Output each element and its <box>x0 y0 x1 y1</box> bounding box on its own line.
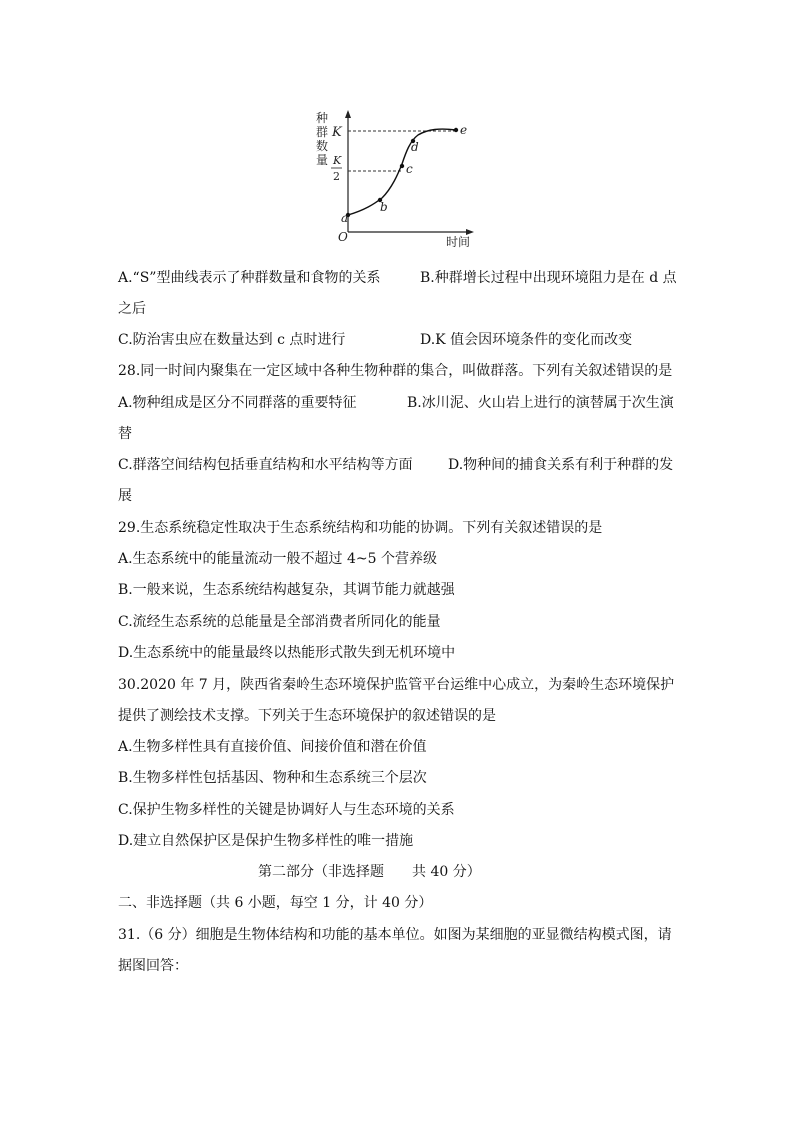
y-axis-label-char: 数 <box>316 139 329 153</box>
s-curve <box>348 129 456 215</box>
y-axis-label-char: 量 <box>316 153 329 167</box>
k-label: K <box>332 125 342 140</box>
q29-option-d: D.生态系统中的能量最终以热能形式散失到无机环境中 <box>118 645 456 661</box>
q30-option-a: A.生物多样性具有直接价值、间接价值和潜在价值 <box>118 739 427 755</box>
q28-option-d: D.物种间的捕食关系有利于种群的发 <box>448 457 674 473</box>
q28-option-b: B.冰川泥、火山岩上进行的演替属于次生演 <box>407 395 674 411</box>
q27-option-d: D.K 值会因环境条件的变化而改变 <box>420 332 633 348</box>
y-axis-arrow <box>345 110 351 118</box>
q28-option-a: A.物种组成是区分不同群落的重要特征 <box>118 395 357 411</box>
q31-stem-line2: 据图回答： <box>118 958 188 974</box>
point-c-label: c <box>406 162 413 176</box>
q28-option-b-continued: 替 <box>118 426 132 442</box>
q27-option-b-continued: 之后 <box>118 301 146 317</box>
q30-stem-line1: 30.2020 年 7 月，陕西省秦岭生态环境保护监管平台运维中心成立，为秦岭生态环境保护 <box>118 677 675 693</box>
s-curve-chart <box>310 108 490 250</box>
half-k-denominator: 2 <box>333 170 340 183</box>
half-k-numerator: K <box>333 154 342 167</box>
q29-option-b: B.一般来说，生态系统结构越复杂，其调节能力就越强 <box>118 582 455 598</box>
q29-option-a: A.生态系统中的能量流动一般不超过 4~5 个营养级 <box>118 551 438 567</box>
q27-option-c: C.防治害虫应在数量达到 c 点时进行 <box>118 332 346 348</box>
q30-option-d: D.建立自然保护区是保护生物多样性的唯一措施 <box>118 833 414 849</box>
q27-option-a: A.“S”型曲线表示了种群数量和食物的关系 <box>118 270 381 286</box>
y-axis-label <box>316 111 332 167</box>
q28-option-c: C.群落空间结构包括垂直结构和水平结构等方面 <box>118 457 413 473</box>
point-e <box>454 128 458 132</box>
point-b-label: b <box>380 200 388 214</box>
q29-option-c: C.流经生态系统的总能量是全部消费者所同化的能量 <box>118 614 441 630</box>
q27-option-b: B.种群增长过程中出现环境阻力是在 d 点 <box>420 270 677 286</box>
y-axis-label-char: 种 <box>316 111 329 125</box>
q29-stem: 29.生态系统稳定性取决于生态系统结构和功能的协调。下列有关叙述错误的是 <box>118 520 603 536</box>
q28-option-d-continued: 展 <box>118 488 132 504</box>
part2-title: 第二部分（非选择题 共 40 分） <box>258 864 481 880</box>
y-axis-label-char: 群 <box>316 125 329 139</box>
point-d-label: d <box>411 140 419 154</box>
point-a-label: a <box>341 211 349 225</box>
x-axis-label: 时间 <box>446 235 471 249</box>
point-e-label: e <box>460 123 468 137</box>
q30-option-b: B.生物多样性包括基因、物种和生态系统三个层次 <box>118 770 427 786</box>
population-growth-figure <box>310 108 490 250</box>
q30-option-c: C.保护生物多样性的关键是协调好人与生态环境的关系 <box>118 802 455 818</box>
origin-label: O <box>338 230 348 244</box>
q31-stem-line1: 31.（6 分）细胞是生物体结构和功能的基本单位。如图为某细胞的亚显微结构模式图，请 <box>118 927 672 943</box>
point-c <box>400 164 404 168</box>
part2-section-heading: 二、非选择题（共 6 小题，每空 1 分，计 40 分） <box>118 895 433 911</box>
q28-stem: 28.同一时间内聚集在一定区域中各种生物种群的集合，叫做群落。下列有关叙述错误的是 <box>118 363 673 379</box>
q30-stem-line2: 提供了测绘技术支撑。下列关于生态环境保护的叙述错误的是 <box>118 708 496 724</box>
